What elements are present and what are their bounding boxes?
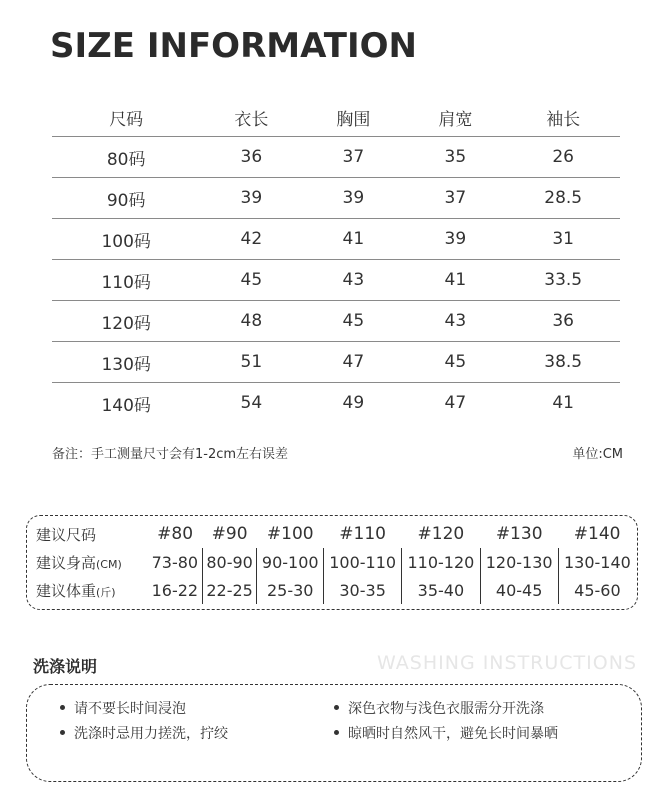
washing-item: [60, 698, 186, 718]
rec-weight-cell: 35-40: [402, 576, 480, 604]
bullet-icon: [60, 705, 65, 710]
cell-size: 140码: [101, 395, 151, 416]
height-unit: (CM): [96, 557, 122, 571]
bullet-icon: [60, 730, 65, 735]
recommended-weight-label: [36, 576, 148, 604]
header-shoulder: 肩宽: [404, 98, 506, 137]
recommended-height-row: [36, 548, 636, 576]
rec-size-cell: #120: [417, 524, 465, 544]
cell-size: 130码: [52, 342, 200, 383]
cell-shoulder: 45: [404, 342, 506, 383]
cell-length: 39: [200, 178, 302, 219]
cell-sleeve: 26: [506, 137, 620, 178]
cell-length: 51: [200, 342, 302, 383]
rec-size-cell: #80: [157, 524, 194, 544]
size-table: [52, 98, 620, 423]
cell-length: 42: [200, 219, 302, 260]
recommended-size-label: 建议尺码: [36, 525, 97, 544]
cell-sleeve: 31: [506, 219, 620, 260]
cell-chest: 47: [302, 342, 404, 383]
table-row: [52, 301, 620, 342]
washing-title: 洗涤说明: [33, 657, 98, 676]
washing-item-text: 晾晒时自然风干，避免长时间暴晒: [348, 726, 558, 742]
rec-size-cell: #130: [495, 524, 543, 544]
cell-chest: 41: [302, 219, 404, 260]
cell-shoulder: 41: [404, 260, 506, 301]
header-chest: 胸围: [302, 98, 404, 137]
recommended-height-label: [36, 548, 148, 576]
cell-chest: 43: [302, 260, 404, 301]
cell-length: 45: [200, 260, 302, 301]
cell-shoulder: 43: [404, 301, 506, 342]
rec-height-cell: 110-120: [402, 548, 480, 576]
table-row: [52, 178, 620, 219]
header-sleeve: 袖长: [506, 98, 620, 137]
washing-item: [60, 723, 228, 743]
cell-size: 80码: [52, 137, 200, 178]
rec-size-cell: #140: [573, 524, 621, 544]
cell-chest: 39: [302, 178, 404, 219]
rec-height-cell: 130-140: [558, 548, 636, 576]
washing-item: [334, 723, 558, 743]
cell-size: 120码: [52, 301, 200, 342]
cell-sleeve: 41: [552, 393, 574, 413]
cell-length: 36: [200, 137, 302, 178]
rec-size-cell: #100: [266, 524, 314, 544]
cell-sleeve: 38.5: [506, 342, 620, 383]
cell-chest: 49: [342, 393, 365, 413]
recommendation-table: [36, 520, 636, 604]
recommended-height-label-text: 建议身高: [36, 553, 97, 572]
bullet-icon: [334, 705, 339, 710]
unit-label: 单位:CM: [572, 447, 623, 462]
cell-size: 110码: [52, 260, 200, 301]
weight-unit: (斤): [96, 585, 116, 599]
recommended-weight-label-text: 建议体重: [36, 581, 97, 600]
cell-shoulder: 37: [404, 178, 506, 219]
recommended-size-row: [36, 520, 636, 548]
rec-weight-cell: 22-25: [202, 576, 257, 604]
cell-shoulder: 47: [444, 393, 467, 413]
rec-weight-cell: 25-30: [257, 576, 324, 604]
washing-item-text: 洗涤时忌用力搓洗，拧绞: [74, 726, 228, 742]
rec-height-cell: 73-80: [151, 552, 199, 572]
cell-shoulder: 39: [404, 219, 506, 260]
cell-shoulder: 35: [404, 137, 506, 178]
measurement-note: 备注：手工测量尺寸会有1-2cm左右误差: [52, 447, 289, 462]
table-row: [52, 219, 620, 260]
table-row: [52, 342, 620, 383]
rec-size-cell: #110: [339, 524, 386, 544]
rec-weight-cell: 45-60: [558, 576, 636, 604]
cell-sleeve: 28.5: [506, 178, 620, 219]
rec-weight-cell: 16-22: [151, 580, 199, 600]
washing-item-text: 深色衣物与浅色衣服需分开洗涤: [348, 701, 544, 717]
cell-chest: 37: [302, 137, 404, 178]
rec-weight-cell: 30-35: [324, 576, 402, 604]
rec-height-cell: 80-90: [202, 548, 257, 576]
cell-size: 90码: [52, 178, 200, 219]
bullet-icon: [334, 730, 339, 735]
table-row: [52, 137, 620, 178]
header-size: 尺码: [52, 98, 200, 137]
size-table-header: [52, 98, 620, 137]
washing-item-text: 请不要长时间浸泡: [74, 701, 186, 717]
cell-sleeve: 33.5: [506, 260, 620, 301]
cell-chest: 45: [302, 301, 404, 342]
cell-length: 48: [200, 301, 302, 342]
table-row: [52, 260, 620, 301]
page-title: SIZE INFORMATION: [50, 26, 417, 66]
rec-height-cell: 120-130: [480, 548, 558, 576]
cell-size: 100码: [52, 219, 200, 260]
washing-item: [334, 698, 544, 718]
rec-size-cell: #90: [211, 524, 248, 544]
recommended-weight-row: [36, 576, 636, 604]
header-length: 衣长: [200, 98, 302, 137]
cell-sleeve: 36: [506, 301, 620, 342]
rec-height-cell: 90-100: [257, 548, 324, 576]
cell-length: 54: [240, 393, 263, 413]
washing-title-en: WASHING INSTRUCTIONS: [377, 652, 637, 674]
rec-height-cell: 100-110: [324, 548, 402, 576]
table-row: [52, 383, 620, 424]
rec-weight-cell: 40-45: [480, 576, 558, 604]
